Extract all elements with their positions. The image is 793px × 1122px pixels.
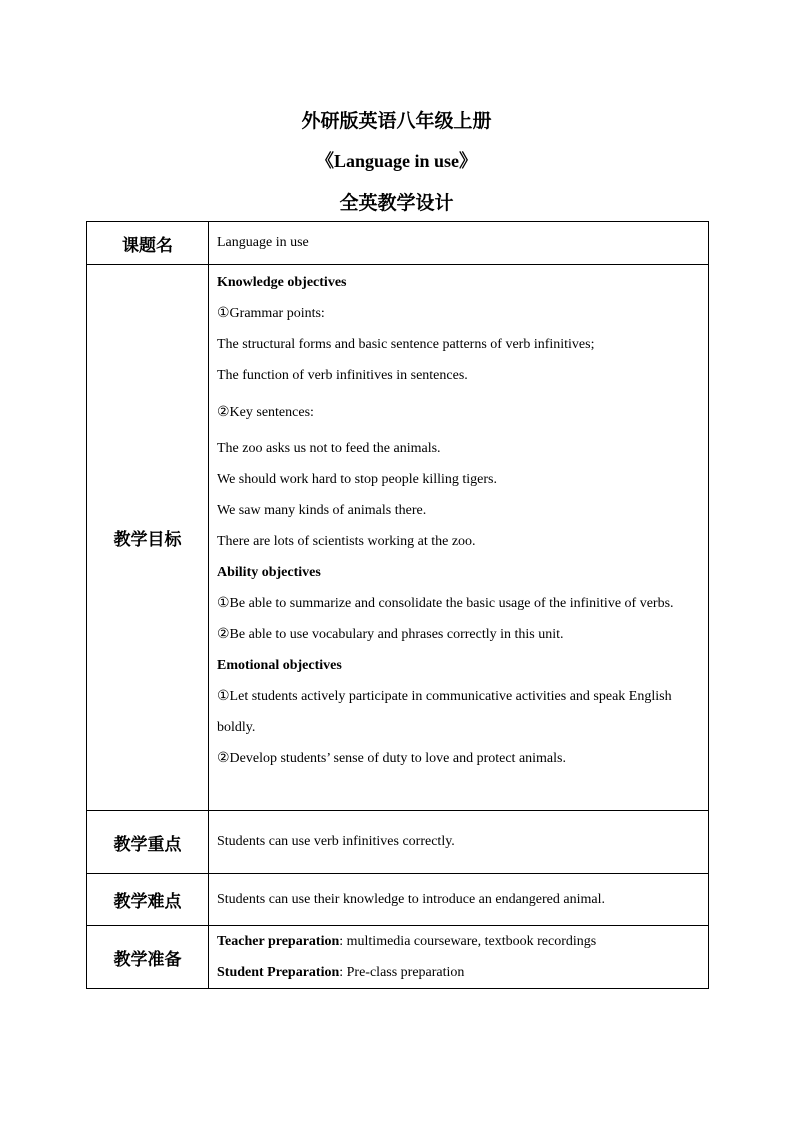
table-row-preparation [87,926,709,989]
teacher-preparation-value: : multimedia courseware, textbook recordings [339,934,597,949]
grammar-item: The function of verb infinitives in sentences. [217,368,468,383]
objectives-content [209,265,709,811]
preparation-content [209,926,709,989]
ability-heading: Ability objectives [217,565,321,580]
student-preparation-value: : Pre-class preparation [339,965,465,980]
emotional-item: ①Let students actively participate in communicative activities and speak English boldly. [217,689,672,735]
table-row-key-points [87,811,709,874]
document-subtitle: 全英教学设计 [339,192,454,214]
key-sentence: We saw many kinds of animals there. [217,503,427,518]
topic-label: 课题名 [87,222,209,265]
key-points-label: 教学重点 [87,811,209,874]
key-sentence: The zoo asks us not to feed the animals. [217,441,441,456]
table-row-objectives [87,265,709,811]
lesson-title: 《Language in use》 [315,151,478,171]
table-row-difficulties [87,874,709,926]
document-title: 外研版英语八年级上册 [301,110,492,132]
difficulties-label: 教学难点 [87,874,209,926]
ability-item: ②Be able to use vocabulary and phrases correctly in this unit. [217,627,564,642]
table-row-topic [87,222,709,265]
grammar-points: ①Grammar points: [217,306,325,321]
teacher-preparation [217,926,700,957]
emotional-item: ②Develop students’ sense of duty to love and protect animals. [217,751,566,766]
key-sentence: We should work hard to stop people killing tigers. [217,472,497,487]
emotional-heading: Emotional objectives [217,658,342,673]
topic-value: Language in use [209,222,709,265]
lesson-plan-table [86,221,709,989]
key-points-value: Students can use verb infinitives correctly. [209,811,709,874]
difficulties-value: Students can use their knowledge to introduce an endangered animal. [209,874,709,926]
student-preparation [217,957,700,988]
preparation-label: 教学准备 [87,926,209,989]
ability-item: ①Be able to summarize and consolidate the basic usage of the infinitive of verbs. [217,596,674,611]
teacher-preparation-label: Teacher preparation [217,934,340,949]
key-sentences: ②Key sentences: [217,405,314,420]
key-sentence: There are lots of scientists working at the zoo. [217,534,476,549]
objectives-label: 教学目标 [87,265,209,811]
student-preparation-label: Student Preparation [217,965,340,980]
knowledge-heading: Knowledge objectives [217,275,347,290]
grammar-item: The structural forms and basic sentence patterns of verb infinitives; [217,337,595,352]
